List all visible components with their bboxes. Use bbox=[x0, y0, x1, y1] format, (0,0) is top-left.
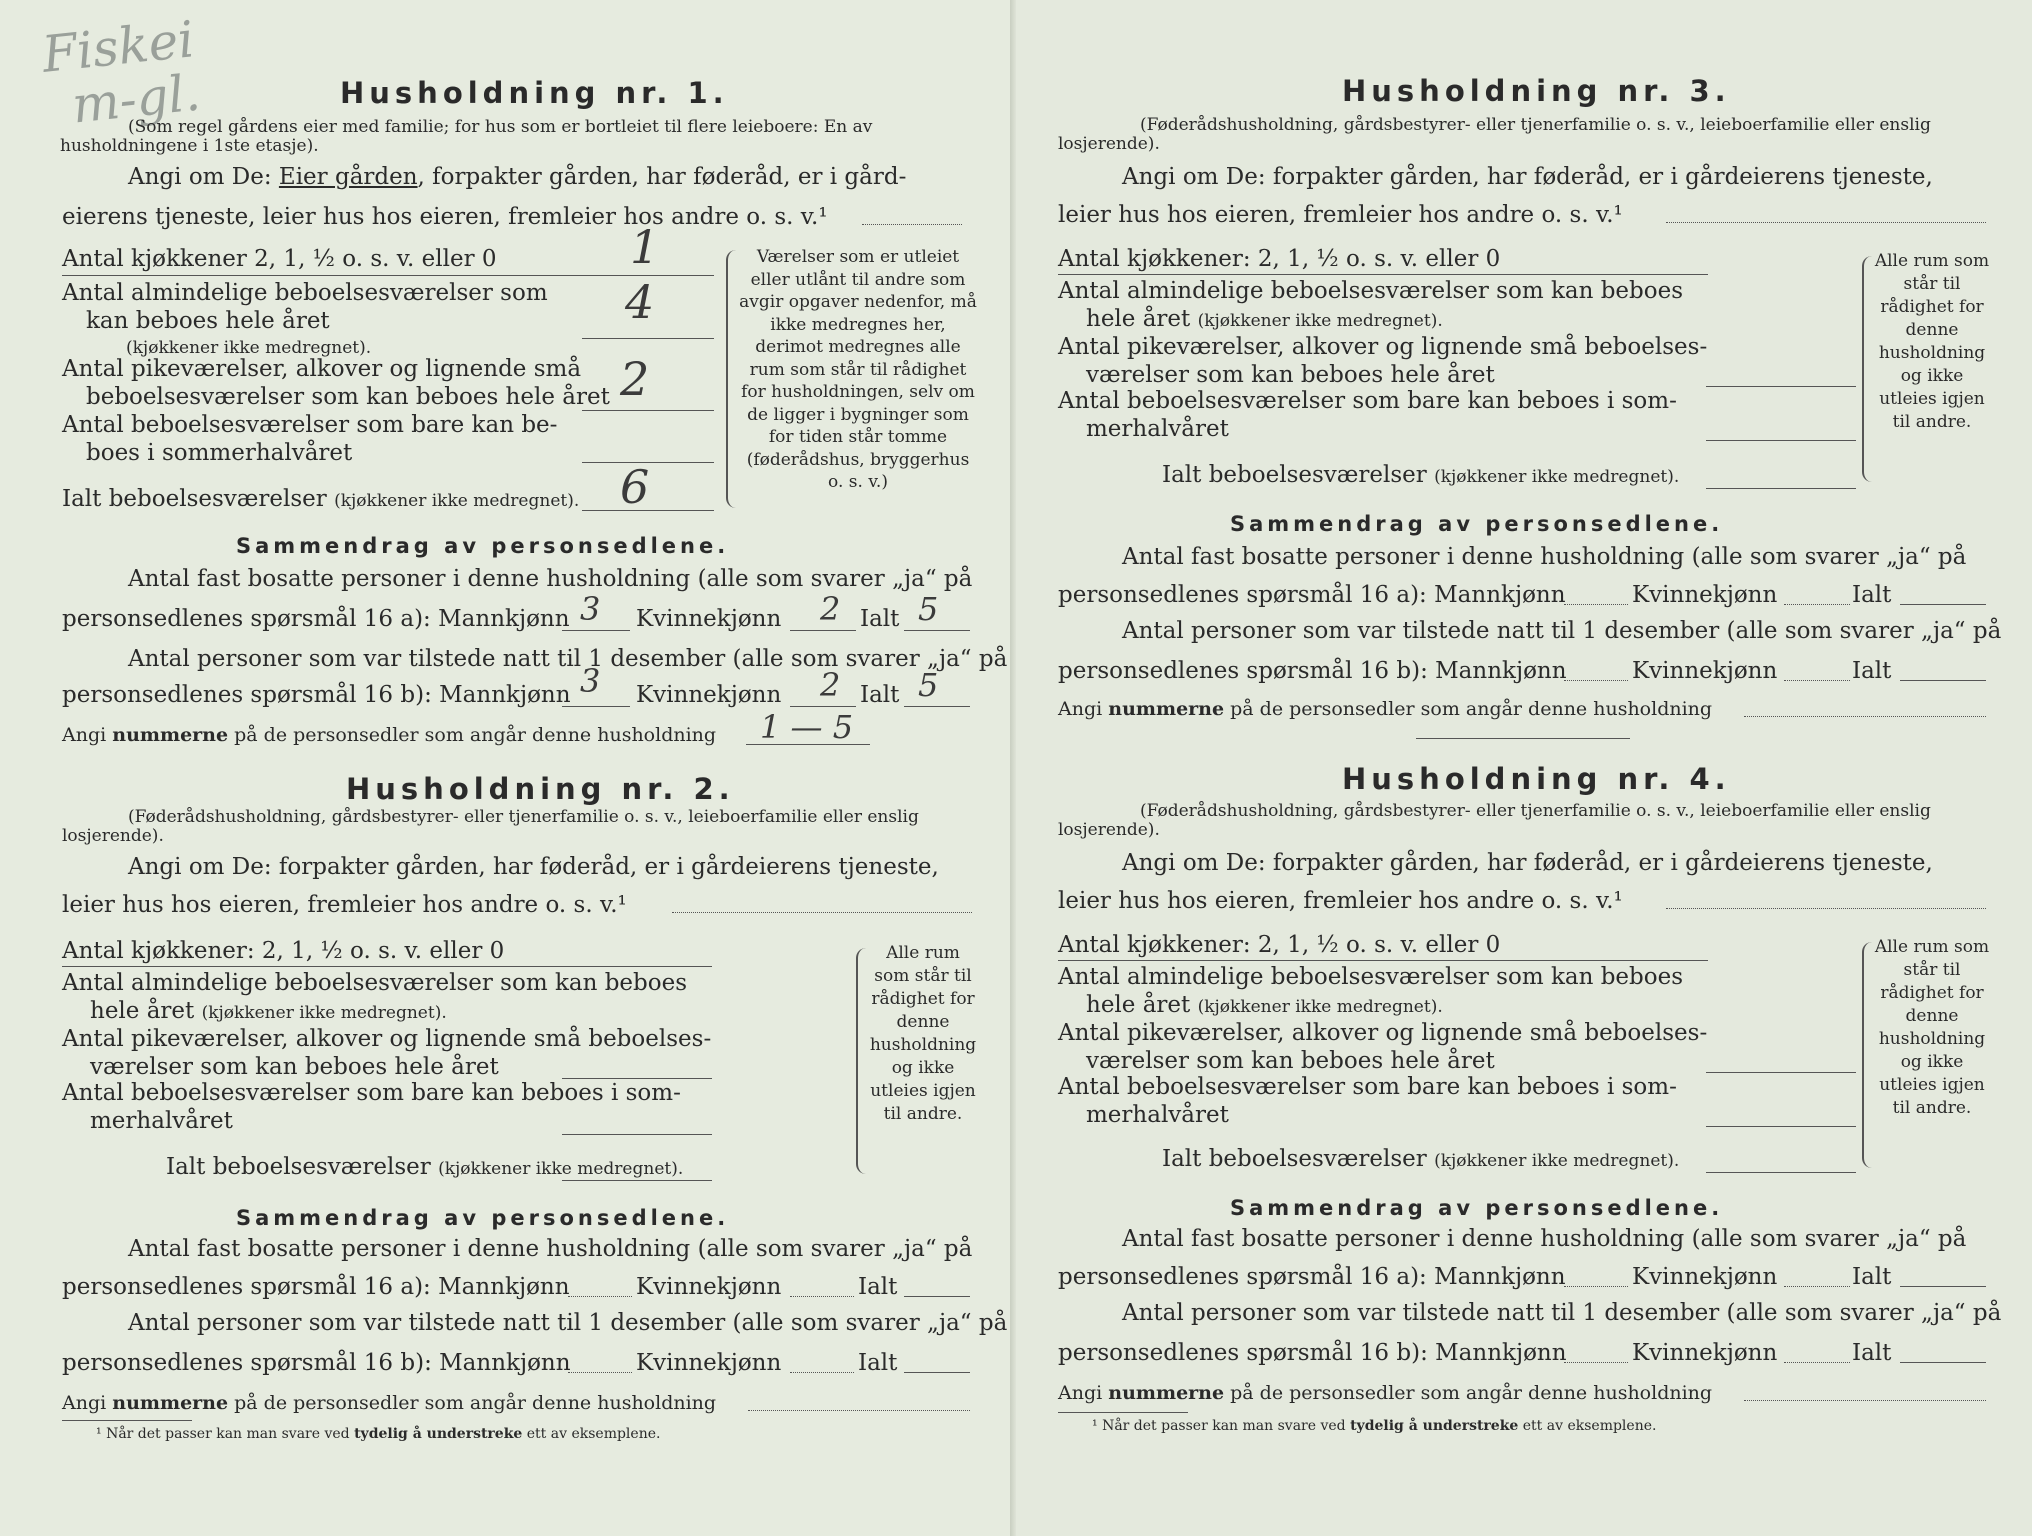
h3-fast-1: Antal fast bosatte personer i denne husholdning (alle som svarer „ja“ på bbox=[1122, 544, 1967, 570]
h3-tilstede-ialt: Ialt bbox=[1852, 658, 1892, 684]
h2-angi-2: leier hus hos eieren, fremleier hos andre o. s. v.¹ bbox=[62, 892, 627, 918]
pencil-note-line1: Fiskei bbox=[39, 10, 197, 84]
h1-pike-value: 2 bbox=[620, 352, 650, 406]
h1-ialt bbox=[62, 486, 579, 512]
h1-nummer: Angi nummerne på de personsedler som angår denne husholdning bbox=[62, 724, 717, 746]
h3-tilstede-kvinne: Kvinnekjønn bbox=[1632, 658, 1778, 684]
h2-fast-1: Antal fast bosatte personer i denne husholdning (alle som svarer „ja“ på bbox=[128, 1236, 973, 1262]
h2-alm-2: hele året (kjøkkener ikke medregnet). bbox=[90, 998, 447, 1024]
h2-pike-2: værelser som kan beboes hele året bbox=[90, 1054, 499, 1080]
h2-alm-1: Antal almindelige beboelsesværelser som kan beboes bbox=[62, 970, 688, 996]
h4-tilstede-1: Antal personer som var tilstede natt til 1 desember (alle som svarer „ja“ på bbox=[1122, 1300, 2002, 1326]
h4-pike-1: Antal pikeværelser, alkover og lignende små beboelses- bbox=[1058, 1020, 1708, 1046]
h3-nummer: Angi nummerne på de personsedler som angår denne husholdning bbox=[1058, 698, 1713, 720]
h1-angi-prefix: Angi om De: bbox=[128, 164, 272, 190]
h4-side-note: Alle rum som står til rådighet for denne husholdning og ikke utleies igjen til andre. bbox=[1874, 937, 1990, 1118]
h1-tilstede-m: 3 bbox=[580, 662, 601, 700]
h2-note: (Føderådshusholdning, gårdsbestyrer- eller tjenerfamilie o. s. v., leieboerfamilie eller enslig losjerende). bbox=[62, 807, 919, 846]
h1-sum-title: Sammendrag av personsedlene. bbox=[236, 534, 730, 558]
h3-fast-ialt: Ialt bbox=[1852, 582, 1892, 608]
h4-angi-1: Angi om De: forpakter gården, har føderåd, er i gårdeierens tjeneste, bbox=[1122, 850, 1933, 876]
h1-alm-2: kan beboes hele året bbox=[86, 308, 330, 334]
h3-sommer-1: Antal beboelsesværelser som bare kan beboes i som- bbox=[1058, 388, 1677, 414]
h1-tilstede-k: 2 bbox=[820, 666, 841, 704]
h3-pike-1: Antal pikeværelser, alkover og lignende små beboelses- bbox=[1058, 334, 1708, 360]
h3-kjokkener: Antal kjøkkener: 2, 1, ½ o. s. v. eller 0 bbox=[1058, 246, 1501, 272]
h1-kjokkener: Antal kjøkkener 2, 1, ½ o. s. v. eller 0 bbox=[62, 246, 497, 272]
h1-ialt-note: (kjøkkener ikke medregnet). bbox=[334, 491, 580, 511]
h4-fast-kvinne: Kvinnekjønn bbox=[1632, 1264, 1778, 1290]
h1-alm-3: (kjøkkener ikke medregnet). bbox=[126, 338, 372, 358]
h4-fast-1: Antal fast bosatte personer i denne husholdning (alle som svarer „ja“ på bbox=[1122, 1226, 1967, 1252]
h1-ialt-value: 6 bbox=[620, 460, 650, 514]
h2-tilstede-ialt: Ialt bbox=[858, 1350, 898, 1376]
h1-note: (Som regel gårdens eier med familie; for hus som er bortleiet til flere leieboere: En av husholdningene i 1ste etasje). bbox=[60, 117, 873, 156]
h1-tilstede-ialt: Ialt bbox=[860, 682, 900, 708]
h4-kjokkener: Antal kjøkkener: 2, 1, ½ o. s. v. eller 0 bbox=[1058, 932, 1501, 958]
h2-sommer-2: merhalvåret bbox=[90, 1108, 233, 1134]
h3-fast-kvinne: Kvinnekjønn bbox=[1632, 582, 1778, 608]
h2-title: Husholdning nr. 2. bbox=[346, 772, 735, 806]
h2-sum-title: Sammendrag av personsedlene. bbox=[236, 1206, 730, 1230]
h1-fast-1: Antal fast bosatte personer i denne husholdning (alle som svarer „ja“ på bbox=[128, 566, 973, 592]
h2-nummer: Angi nummerne på de personsedler som angår denne husholdning bbox=[62, 1392, 717, 1414]
h4-alm-1: Antal almindelige beboelsesværelser som kan beboes bbox=[1058, 964, 1684, 990]
h1-nummer-value: 1 — 5 bbox=[760, 708, 854, 746]
h2-angi-1: Angi om De: forpakter gården, har føderåd, er i gårdeierens tjeneste, bbox=[128, 854, 939, 880]
h1-tilstede-i: 5 bbox=[918, 666, 939, 704]
h4-sommer-2: merhalvåret bbox=[1086, 1102, 1229, 1128]
h4-nummer: Angi nummerne på de personsedler som angår denne husholdning bbox=[1058, 1382, 1713, 1404]
h2-kjokkener: Antal kjøkkener: 2, 1, ½ o. s. v. eller 0 bbox=[62, 938, 505, 964]
h2-tilstede-kvinne: Kvinnekjønn bbox=[636, 1350, 782, 1376]
h1-sommer-1: Antal beboelsesværelser som bare kan be- bbox=[62, 412, 558, 438]
h4-title: Husholdning nr. 4. bbox=[1342, 762, 1731, 796]
h4-sommer-1: Antal beboelsesværelser som bare kan beboes i som- bbox=[1058, 1074, 1677, 1100]
h4-tilstede-ialt: Ialt bbox=[1852, 1340, 1892, 1366]
h4-alm-2: hele året (kjøkkener ikke medregnet). bbox=[1086, 992, 1443, 1018]
h4-tilstede-kvinne: Kvinnekjønn bbox=[1632, 1340, 1778, 1366]
h3-ialt: Ialt beboelsesværelser (kjøkkener ikke medregnet). bbox=[1162, 462, 1680, 488]
h3-sommer-2: merhalvåret bbox=[1086, 416, 1229, 442]
h2-pike-1: Antal pikeværelser, alkover og lignende små beboelses- bbox=[62, 1026, 712, 1052]
h4-pike-2: værelser som kan beboes hele året bbox=[1086, 1048, 1495, 1074]
h1-tilstede-2: personsedlenes spørsmål 16 b): Mannkjønn bbox=[62, 682, 571, 708]
h4-fast-2: personsedlenes spørsmål 16 a): Mannkjønn bbox=[1058, 1264, 1566, 1290]
h1-fast-ialt: Ialt bbox=[860, 606, 900, 632]
h1-angi-line1 bbox=[128, 164, 906, 190]
h3-title: Husholdning nr. 3. bbox=[1342, 74, 1731, 108]
h3-tilstede-1: Antal personer som var tilstede natt til 1 desember (alle som svarer „ja“ på bbox=[1122, 618, 2002, 644]
h2-fast-kvinne: Kvinnekjønn bbox=[636, 1274, 782, 1300]
h4-ialt: Ialt beboelsesværelser (kjøkkener ikke medregnet). bbox=[1162, 1146, 1680, 1172]
h3-sum-title: Sammendrag av personsedlene. bbox=[1230, 512, 1724, 536]
h1-tilstede-1: Antal personer som var tilstede natt til 1 desember (alle som svarer „ja“ på bbox=[128, 646, 1008, 672]
h2-sommer-1: Antal beboelsesværelser som bare kan beboes i som- bbox=[62, 1080, 681, 1106]
h4-tilstede-2: personsedlenes spørsmål 16 b): Mannkjønn bbox=[1058, 1340, 1567, 1366]
h1-fast-label: personsedlenes spørsmål 16 a): Mannkjønn bbox=[62, 606, 570, 632]
h2-fast-ialt: Ialt bbox=[858, 1274, 898, 1300]
h4-footnote: ¹ Når det passer kan man svare ved tydelig å understreke ett av eksemplene. bbox=[1092, 1418, 1657, 1434]
h2-tilstede-1: Antal personer som var tilstede natt til 1 desember (alle som svarer „ja“ på bbox=[128, 1310, 1008, 1336]
h1-fast-m: 3 bbox=[580, 590, 601, 628]
h1-tilstede-kvinne: Kvinnekjønn bbox=[636, 682, 782, 708]
h1-fast-k: 2 bbox=[820, 590, 841, 628]
pencil-note-line2: m-gl. bbox=[69, 63, 203, 135]
h1-angi-underlined: Eier gården bbox=[278, 164, 418, 190]
h3-tilstede-2: personsedlenes spørsmål 16 b): Mannkjønn bbox=[1058, 658, 1567, 684]
h4-sum-title: Sammendrag av personsedlene. bbox=[1230, 1196, 1724, 1220]
h1-fast-2 bbox=[62, 606, 570, 632]
h3-side-note: Alle rum som står til rådighet for denne husholdning og ikke utleies igjen til andre. bbox=[1874, 251, 1990, 432]
h1-pike-2: beboelsesværelser som kan beboes hele året bbox=[86, 384, 610, 410]
h1-angi-rest: , forpakter gården, har føderåd, er i gård- bbox=[417, 164, 907, 190]
h2-ialt: Ialt beboelsesværelser (kjøkkener ikke medregnet). bbox=[166, 1154, 684, 1180]
h3-note: (Føderådshusholdning, gårdsbestyrer- eller tjenerfamilie o. s. v., leieboerfamilie eller enslig losjerende). bbox=[1058, 115, 1931, 154]
h1-fast-i: 5 bbox=[918, 590, 939, 628]
h3-alm-2: hele året (kjøkkener ikke medregnet). bbox=[1086, 306, 1443, 332]
h2-tilstede-2: personsedlenes spørsmål 16 b): Mannkjønn bbox=[62, 1350, 571, 1376]
h2-side-note: Alle rum som står til rådighet for denne husholdning og ikke utleies igjen til andre. bbox=[869, 943, 977, 1124]
h1-ialt-label: Ialt beboelsesværelser bbox=[62, 486, 327, 512]
h1-kjokkener-value: 1 bbox=[630, 220, 660, 274]
h3-fast-2: personsedlenes spørsmål 16 a): Mannkjønn bbox=[1058, 582, 1566, 608]
h3-angi-2: leier hus hos eieren, fremleier hos andre o. s. v.¹ bbox=[1058, 202, 1623, 228]
h1-title: Husholdning nr. 1. bbox=[340, 76, 729, 110]
h1-angi-line2: eierens tjeneste, leier hus hos eieren, fremleier hos andre o. s. v.¹ bbox=[62, 204, 828, 230]
h4-fast-ialt: Ialt bbox=[1852, 1264, 1892, 1290]
h4-angi-2: leier hus hos eieren, fremleier hos andre o. s. v.¹ bbox=[1058, 888, 1623, 914]
h4-note: (Føderådshusholdning, gårdsbestyrer- eller tjenerfamilie o. s. v., leieboerfamilie eller enslig losjerende). bbox=[1058, 801, 1931, 840]
h2-fast-2: personsedlenes spørsmål 16 a): Mannkjønn bbox=[62, 1274, 570, 1300]
h3-alm-1: Antal almindelige beboelsesværelser som kan beboes bbox=[1058, 278, 1684, 304]
h1-sommer-2: boes i sommerhalvåret bbox=[86, 440, 353, 466]
h1-alm-1: Antal almindelige beboelsesværelser som bbox=[62, 280, 548, 306]
h2-footnote: ¹ Når det passer kan man svare ved tydelig å understreke ett av eksemplene. bbox=[96, 1426, 661, 1442]
h1-pike-1: Antal pikeværelser, alkover og lignende små bbox=[62, 356, 582, 382]
h1-alm-value: 4 bbox=[625, 275, 655, 329]
h3-pike-2: værelser som kan beboes hele året bbox=[1086, 362, 1495, 388]
h1-fast-kvinne: Kvinnekjønn bbox=[636, 606, 782, 632]
h1-side-note: Værelser som er utleiet eller utlånt til andre som avgir opgaver nedenfor, må ikke medregnes her, derimot medregnes alle rum som står til rådighet for husholdningen, selv om de ligger i bygninger som for tiden står tomme (føderådshus, bryggerhus o. s. v.) bbox=[739, 247, 977, 492]
h3-angi-1: Angi om De: forpakter gården, har føderåd, er i gårdeierens tjeneste, bbox=[1122, 164, 1933, 190]
right-page bbox=[1016, 0, 2032, 1536]
